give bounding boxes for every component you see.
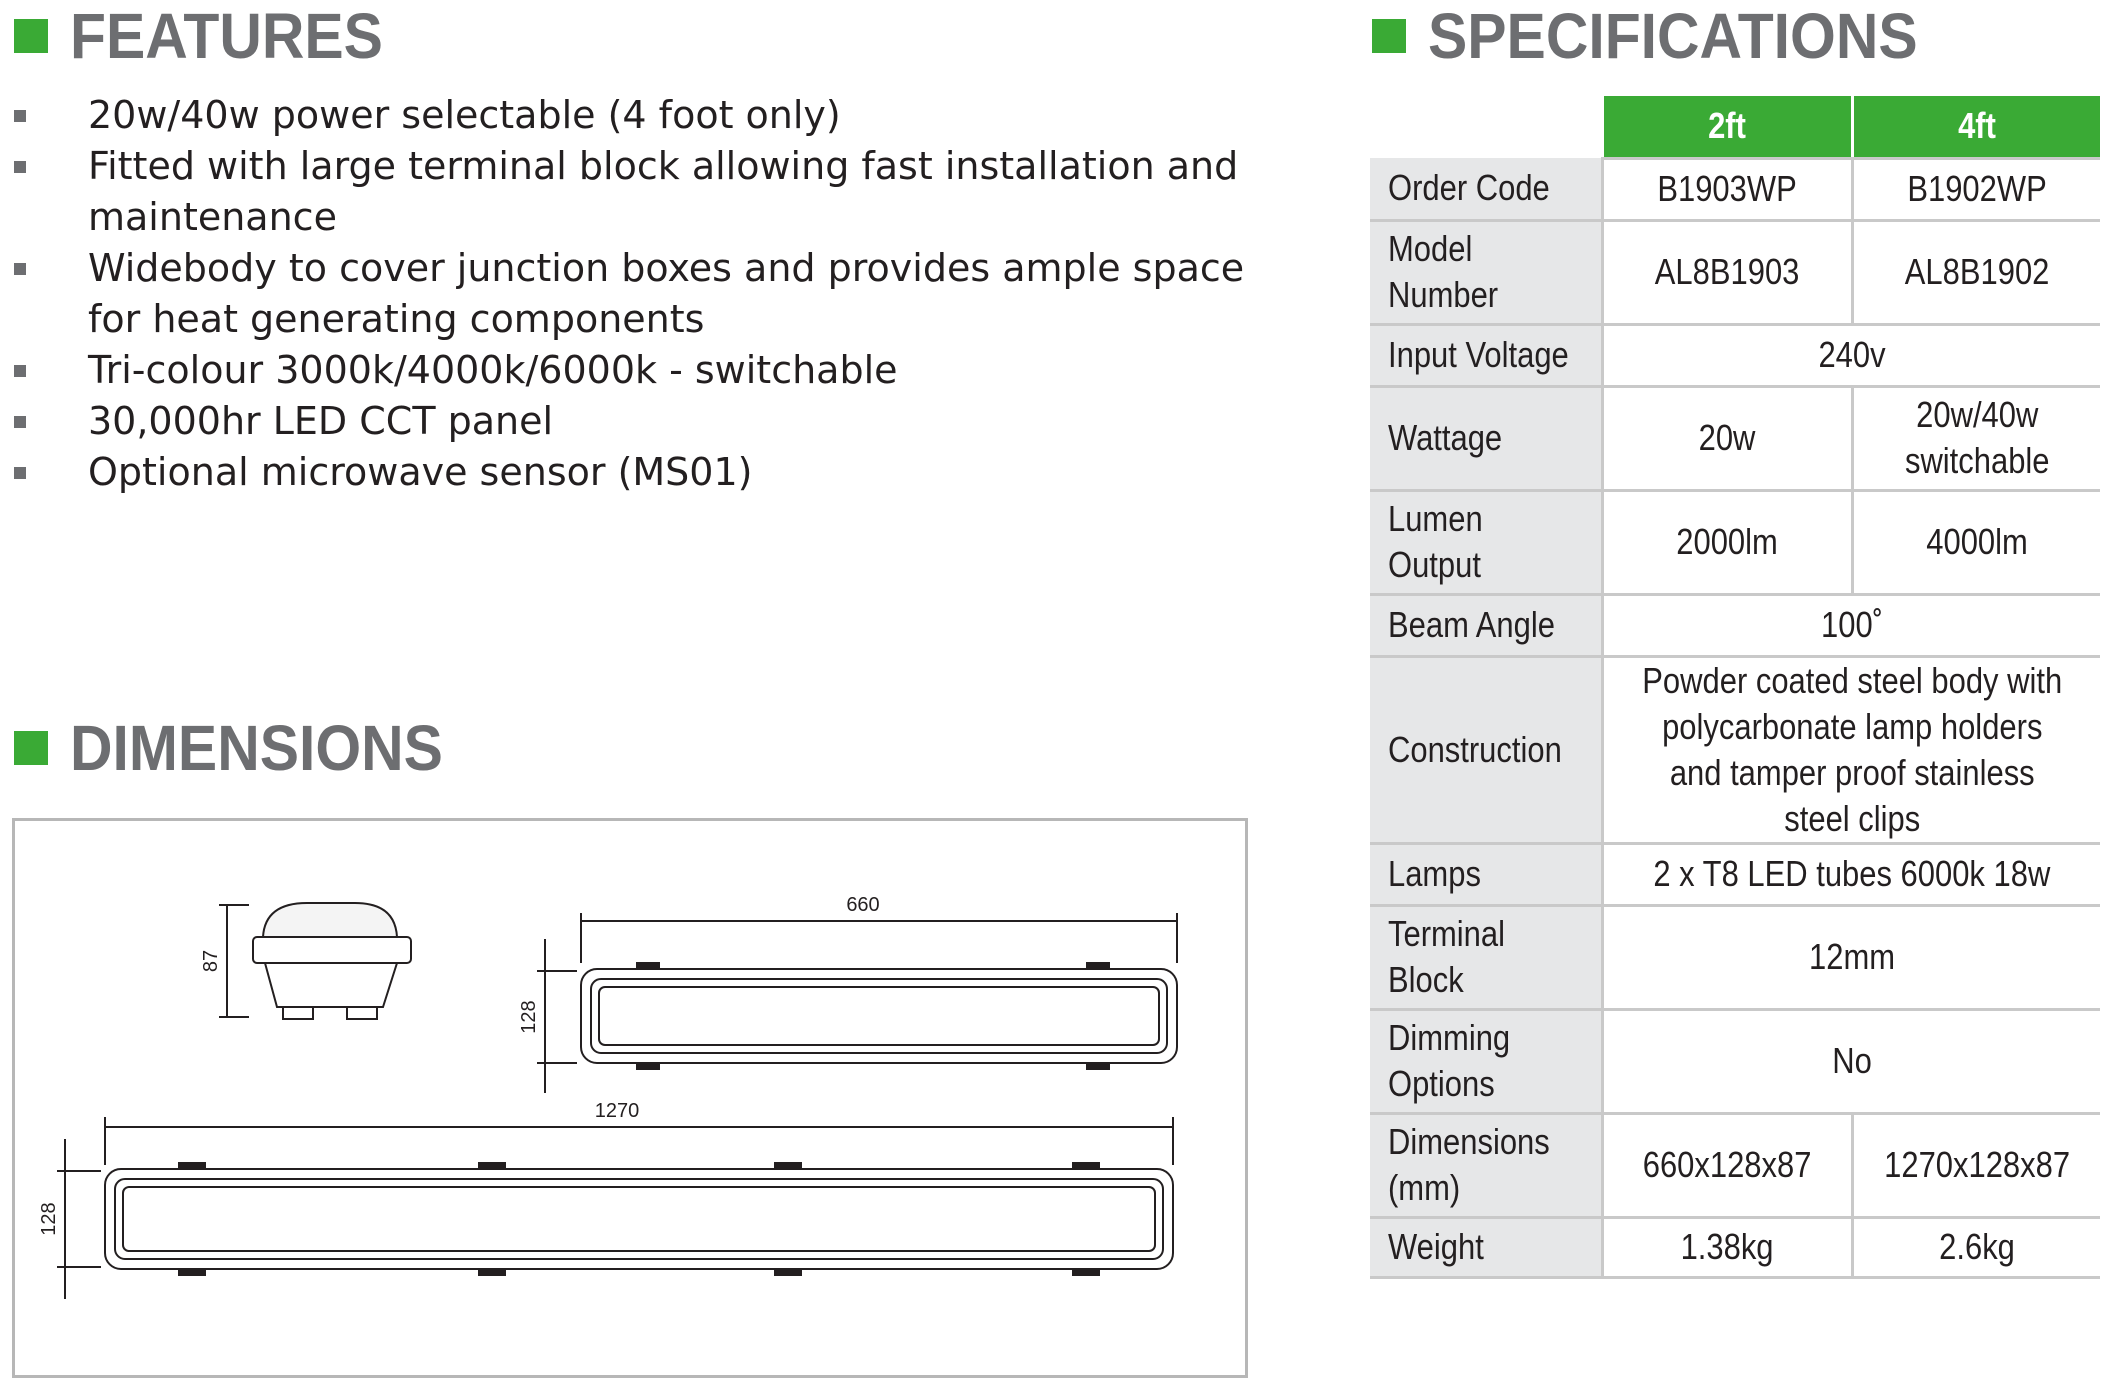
- dimensions-drawing: [12, 818, 1248, 1378]
- features-list: [14, 90, 1274, 498]
- row-value: 4000lm: [1852, 490, 2100, 594]
- row-value: 20w: [1602, 386, 1852, 490]
- row-label: Lamps: [1370, 843, 1602, 905]
- feature-item: [14, 141, 1274, 243]
- dimension-label-1270: 1270: [594, 1100, 640, 1122]
- dimensions-heading: [14, 712, 475, 784]
- table-row: [1370, 1217, 2100, 1277]
- bullet-square-icon: [14, 110, 26, 122]
- row-label: Terminal Block: [1370, 905, 1602, 1009]
- row-label: Weight: [1370, 1217, 1602, 1277]
- row-value: 2.6kg: [1852, 1217, 2100, 1277]
- bullet-square-icon: [14, 467, 26, 479]
- features-heading: [14, 0, 410, 72]
- feature-item: [14, 90, 1274, 141]
- feature-item: [14, 447, 1274, 498]
- row-value: B1903WP: [1602, 158, 1852, 220]
- end-view-drawing: [219, 903, 411, 1019]
- column-header-4ft: 4ft: [1852, 96, 2100, 158]
- short-fitting-drawing: [537, 913, 1177, 1093]
- row-value: 1270x128x87: [1852, 1113, 2100, 1217]
- row-value: 20w/40w switchable: [1852, 386, 2100, 490]
- row-value: B1902WP: [1852, 158, 2100, 220]
- row-label: Lumen Output: [1370, 490, 1602, 594]
- technical-drawing: [15, 821, 1245, 1375]
- feature-text: 20w/40w power selectable (4 foot only): [88, 93, 841, 137]
- table-corner-cell: [1370, 96, 1602, 158]
- row-label: Beam Angle: [1370, 594, 1602, 656]
- green-square-marker: [1372, 19, 1406, 53]
- long-fitting-drawing: [57, 1117, 1173, 1299]
- feature-item: [14, 396, 1274, 447]
- row-value: AL8B1903: [1602, 220, 1852, 324]
- feature-item: [14, 345, 1274, 396]
- row-value: 2000lm: [1602, 490, 1852, 594]
- feature-text: 30,000hr LED CCT panel: [88, 399, 554, 443]
- row-value: 660x128x87: [1602, 1113, 1852, 1217]
- specifications-heading: [1372, 0, 1960, 72]
- row-value: 100˚: [1602, 594, 2100, 656]
- table-row: [1370, 490, 2100, 594]
- row-label: Dimensions (mm): [1370, 1113, 1602, 1217]
- column-header-2ft: 2ft: [1602, 96, 1852, 158]
- table-row: [1370, 843, 2100, 905]
- table-row: [1370, 220, 2100, 324]
- dimension-label-87: 87: [200, 949, 222, 973]
- table-row: [1370, 324, 2100, 386]
- table-row: [1370, 386, 2100, 490]
- feature-text: Tri-colour 3000k/4000k/6000k - switchable: [88, 348, 898, 392]
- row-label: Wattage: [1370, 386, 1602, 490]
- row-value: 12mm: [1602, 905, 2100, 1009]
- row-value: 1.38kg: [1602, 1217, 1852, 1277]
- table-header-row: [1370, 96, 2100, 158]
- row-value: No: [1602, 1009, 2100, 1113]
- row-label: Construction: [1370, 656, 1602, 843]
- table-row: [1370, 905, 2100, 1009]
- dimensions-title: DIMENSIONS: [70, 712, 443, 784]
- feature-item: [14, 243, 1274, 345]
- bullet-square-icon: [14, 365, 26, 377]
- green-square-marker: [14, 731, 48, 765]
- row-label: Input Voltage: [1370, 324, 1602, 386]
- table-row: [1370, 1009, 2100, 1113]
- row-label: Dimming Options: [1370, 1009, 1602, 1113]
- feature-text: Optional microwave sensor (MS01): [88, 450, 753, 494]
- dimension-label-128-short: 128: [518, 1000, 540, 1034]
- specifications-table: [1370, 96, 2100, 1279]
- row-label: Model Number: [1370, 220, 1602, 324]
- green-square-marker: [14, 19, 48, 53]
- bullet-square-icon: [14, 416, 26, 428]
- dimension-label-660: 660: [846, 894, 880, 916]
- table-row: [1370, 594, 2100, 656]
- row-value: AL8B1902: [1852, 220, 2100, 324]
- row-value: Powder coated steel body with polycarbonate lamp holders and tamper proof stainless steel clips: [1602, 656, 2100, 843]
- feature-text: Fitted with large terminal block allowing fast installation and maintenance: [88, 144, 1239, 239]
- feature-text: Widebody to cover junction boxes and provides ample space for heat generating components: [88, 246, 1245, 341]
- table-row: [1370, 656, 2100, 843]
- table-row: [1370, 1113, 2100, 1217]
- row-label: Order Code: [1370, 158, 1602, 220]
- specifications-title: SPECIFICATIONS: [1428, 0, 1918, 72]
- bullet-square-icon: [14, 263, 26, 275]
- dimension-label-128-long: 128: [38, 1202, 60, 1236]
- row-value: 240v: [1602, 324, 2100, 386]
- row-value: 2 x T8 LED tubes 6000k 18w: [1602, 843, 2100, 905]
- table-row: [1370, 158, 2100, 220]
- features-title: FEATURES: [70, 0, 383, 72]
- bullet-square-icon: [14, 161, 26, 173]
